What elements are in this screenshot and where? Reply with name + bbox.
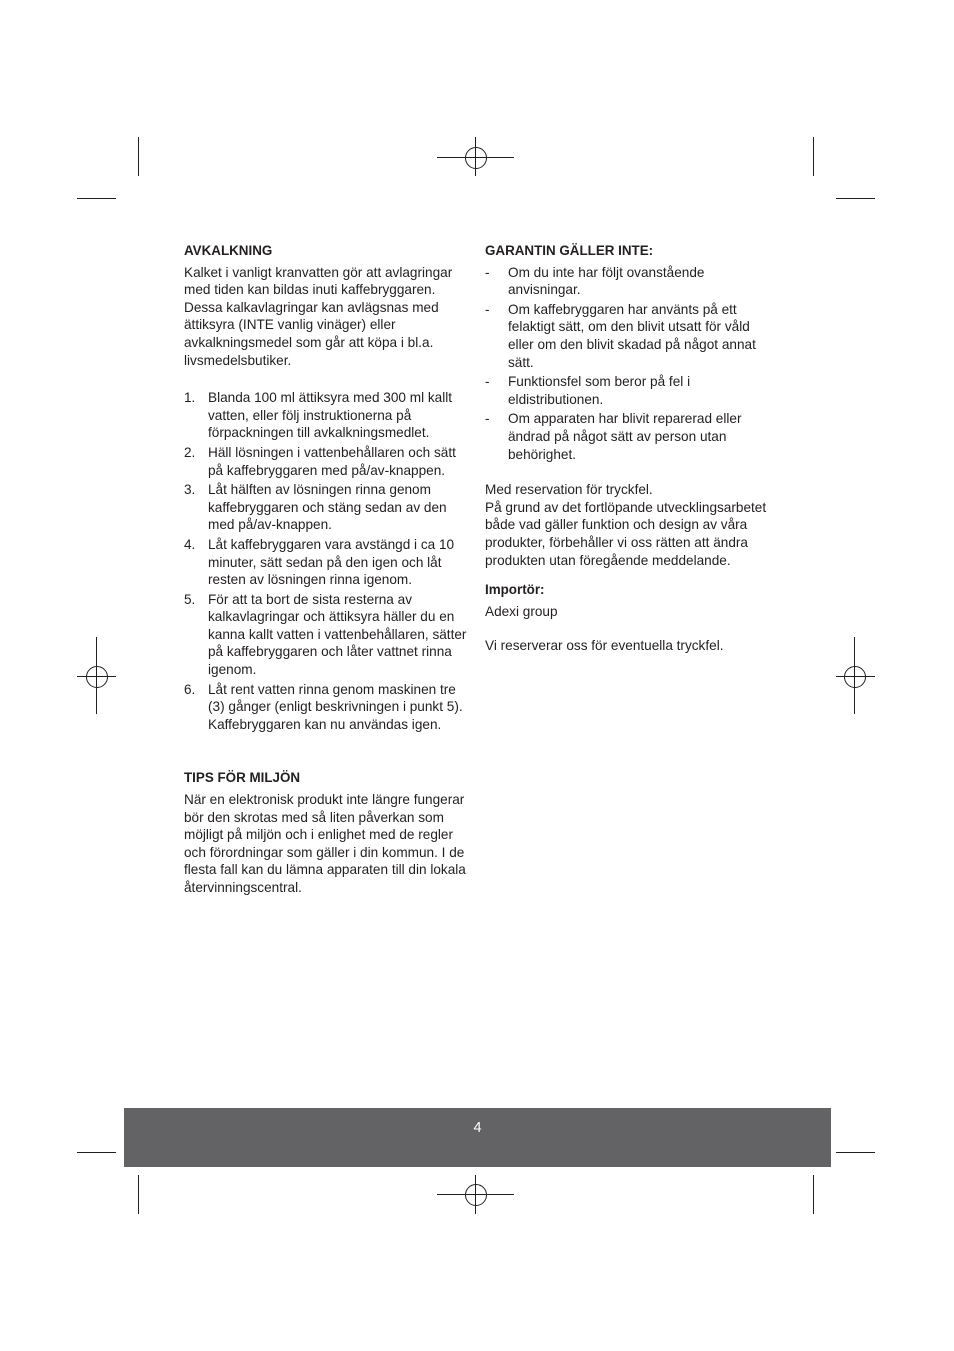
crop-mark-top-left-vertical [138,137,139,176]
section-heading: TIPS FÖR MILJÖN [184,770,301,786]
warranty-exclusions-list [485,264,775,464]
step-number: 3. [184,482,196,498]
item-text: Om du inte har följt ovanstående anvisningar. [508,264,705,298]
tips-paragraph: När en elektronisk produkt inte längre fungerar bör den skrotas med så liten påverkan som möjligt på miljön och i enlighet med de regler och förordningar som gäller i din kommun. I de flesta fall kan du lämna apparaten till din lokala återvinningscentral. [184,792,466,895]
crop-mark-top-left-horizontal [77,198,116,199]
section-reservation [485,481,775,569]
step-text: Låt kaffebryggaren vara avstängd i ca 10 minuter, sätt sedan på den igen och låt resten av lösningen rinna igenom. [208,536,455,588]
list-item [184,444,469,479]
step-text: Låt rent vatten rinna genom maskinen tre (3) gånger (enligt beskrivningen i punkt 5). Kaffebryggaren kan nu användas igen. [208,681,463,732]
section-heading: Importör: [485,582,545,598]
footer-bar [124,1108,831,1167]
step-number: 4. [184,536,196,552]
dash-bullet: - [485,374,490,390]
section-heading: GARANTIN GÄLLER INTE: [485,243,654,258]
crop-mark-bottom-right-horizontal [836,1152,875,1153]
step-text: Blanda 100 ml ättiksyra med 300 ml kallt vatten, eller följ instruktionerna på förpackningen till avkalkningsmedlet. [208,390,453,441]
step-number: 5. [184,591,196,607]
section-avkalkning [184,242,469,733]
reservation-paragraph: På grund av det fortlöpande utvecklingsarbetet både vad gäller funktion och design av våra produkter, förbehåller vi oss rätten att ändra produkten utan föregående meddelande. [485,499,767,568]
step-text: För att ta bort de sista resterna av kalkavlagringar och ättiksyra häller du en kanna kallt vatten i vattenbehållaren, sätter på kaffebryggaren och låter vattnet rinna igenom. [208,591,467,678]
list-item [184,681,469,734]
step-number: 2. [184,444,196,460]
misprint-note: Vi reserverar oss för eventuella tryckfel. [485,638,724,654]
reservation-line: Med reservation för tryckfel. [485,482,653,498]
section-garanti [485,242,775,463]
list-item [184,389,469,442]
section-heading: AVKALKNING [184,243,273,258]
step-number: 1. [184,390,196,406]
page-number: 4 [473,1120,482,1136]
step-text: Låt hälften av lösningen rinna genom kaffebryggaren och stäng sedan av den med på/av-knappen. [208,482,447,533]
item-text: Om apparaten har blivit reparerad eller ändrad på något sätt av person utan behörighet. [508,411,742,462]
list-item [485,373,775,408]
left-column [184,242,469,897]
step-text: Häll lösningen i vattenbehållaren och sätt på kaffebryggaren med på/av-knappen. [208,444,456,478]
section-importor [485,581,775,655]
dash-bullet: - [485,411,490,427]
item-text: Om kaffebryggaren har använts på ett felaktigt sätt, om den blivit utsatt för våld eller om den blivit skadad på något annat sätt. [508,301,756,370]
crop-mark-top-right-horizontal [836,198,875,199]
importer-name: Adexi group [485,603,558,619]
crop-mark-bottom-left-vertical [138,1175,139,1214]
list-item [485,301,775,371]
list-item [184,591,469,679]
right-column [485,242,775,655]
list-item [485,264,775,299]
dash-bullet: - [485,301,490,317]
item-text: Funktionsfel som beror på fel i eldistributionen. [508,374,691,407]
descaling-steps-list [184,389,469,733]
crop-mark-top-right-vertical [813,137,814,176]
list-item [485,410,775,463]
crop-mark-bottom-left-horizontal [77,1152,116,1153]
section-tips-miljon [184,769,469,896]
crop-mark-bottom-right-vertical [813,1175,814,1214]
step-number: 6. [184,681,196,697]
list-item [184,481,469,534]
dash-bullet: - [485,264,490,280]
list-item [184,536,469,589]
intro-paragraph: Kalket i vanligt kranvatten gör att avlagringar med tiden kan bildas inuti kaffebryggaren. Dessa kalkavlagringar kan avlägsnas med ättiksyra (INTE vanlig vinäger) eller avkalkningsmedel som går att köpa i bl.a. livsmedelsbutiker. [184,264,453,368]
